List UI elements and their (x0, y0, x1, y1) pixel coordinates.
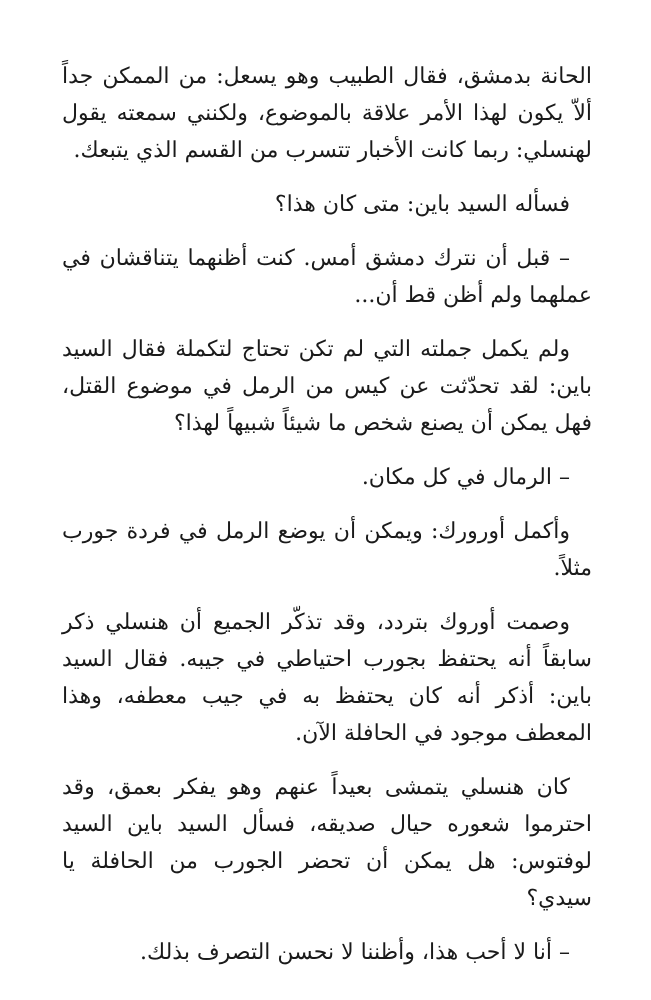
paragraph-9: – أنا لا أحب هذا، وأظننا لا نحسن التصرف بذلك. (140, 940, 570, 965)
paragraph-4: ولم يكمل جملته التي لم تكن تحتاج لتكملة فقال السيد باين: لقد تحدّثت عن كيس من الرمل في موضوع القتل، فهل يمكن أن يصنع شخص ما شيئاً شبيهاً لهذا؟ (62, 337, 592, 436)
paragraph-8: كان هنسلي يتمشى بعيداً عنهم وهو يفكر بعمق، وقد احترموا شعوره حيال صديقه، فسأل السيد باين السيد لوفتوس: هل يمكن أن تحضر الجورب من الحافلة يا سيدي؟ (62, 775, 592, 911)
book-page (62, 58, 592, 988)
paragraph-7: وصمت أوروك بتردد، وقد تذكّر الجميع أن هنسلي ذكر سابقاً أنه يحتفظ بجورب احتياطي في جيبه. فقال السيد باين: أذكر أنه كان يحتفظ به في جيب معطفه، وهذا المعطف موجود في الحافلة الآن. (62, 610, 592, 746)
paragraph-6: وأكمل أورورك: ويمكن أن يوضع الرمل في فردة جورب مثلاً. (62, 519, 592, 581)
paragraph-5: – الرمال في كل مكان. (361, 465, 570, 490)
paragraph-2: فسأله السيد باين: متى كان هذا؟ (274, 192, 570, 217)
paragraph-1: الحانة بدمشق، فقال الطبيب وهو يسعل: من الممكن جداً ألاّ يكون لهذا الأمر علاقة بالموضوع، ولكنني سمعته يقول لهنسلي: ربما كانت الأخبار تتسرب من القسم الذي يتبعك. (62, 64, 592, 163)
paragraph-3: – قبل أن نترك دمشق أمس. كنت أظنهما يتناقشان في عملهما ولم أظن قط أن... (62, 246, 592, 308)
